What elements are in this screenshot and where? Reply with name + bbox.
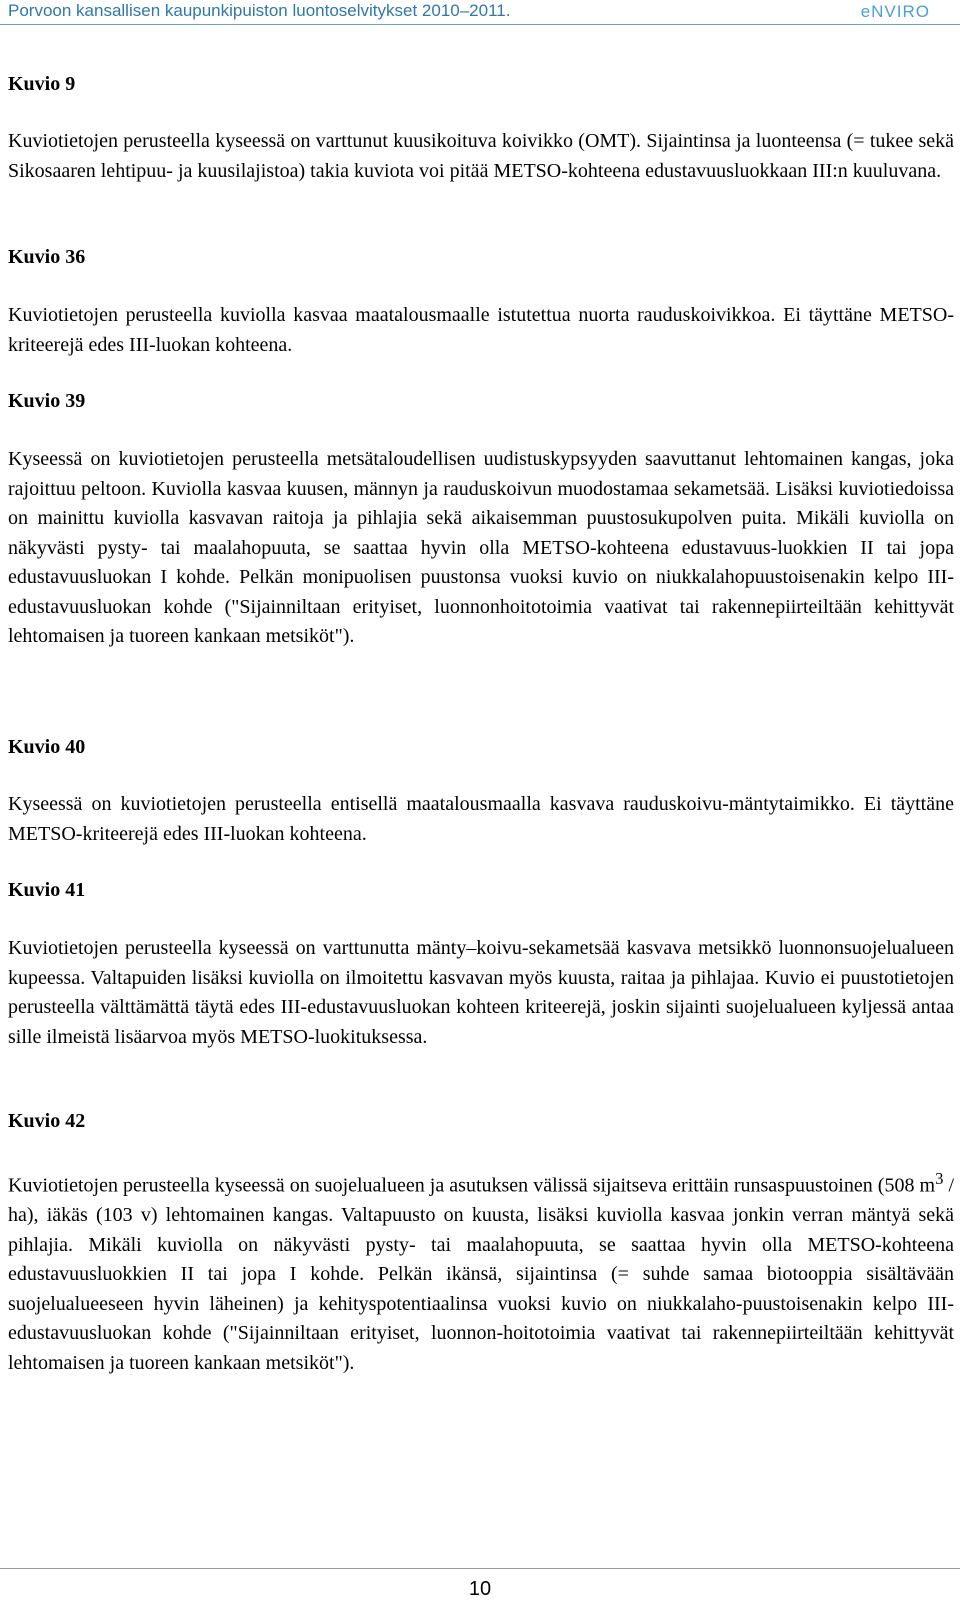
header-title: Porvoon kansallisen kaupunkipuiston luontoselvitykset 2010–2011. [8, 1, 511, 20]
page-number: 10 [468, 1578, 492, 1600]
section-heading-kuvio-41: Kuvio 41 [8, 879, 86, 901]
enviro-logo: eNVIRO [860, 2, 930, 21]
section-heading-kuvio-42: Kuvio 42 [8, 1110, 86, 1132]
text-before-superscript: Kuviotietojen perusteella kyseessä on suojelualueen ja asutuksen välissä sijaitseva erittäin runsaspuustoinen (508 m [8, 1174, 936, 1197]
section-text-kuvio-9: Kuviotietojen perusteella kyseessä on varttunut kuusikoituva koivikko (OMT). Sijaintinsa ja luonteensa (= tukee sekä Sikosaaren lehtipuu- ja kuusilajistoa) takia kuviota voi pitää METSO-kohteena edustavuusluokkaan III:n kuuluvana. [8, 130, 954, 182]
footer-divider [0, 1568, 960, 1569]
section-text-kuvio-40: Kyseessä on kuviotietojen perusteella entisellä maatalousmaalla kasvava rauduskoivu-mäntytaimikko. Ei täyttäne METSO-kriteerejä edes III-luokan kohteena. [8, 793, 954, 845]
section-text-kuvio-41: Kuviotietojen perusteella kyseessä on varttunutta mänty–koivu-sekametsää kasvava metsikkö luonnonsuojelualueen kupeessa. Valtapuiden lisäksi kuviolla on ilmoitettu kasvavan myös kuusta, raitaa ja pihlajaa. Kuvio ei puustotietojen perusteella välttämättä täytä edes III-edustavuusluokan kohteen kriteerejä, joskin sijainti suojelualueen kyljessä antaa sille ilmeistä lisäarvoa myös METSO-luokituksessa. [8, 937, 954, 1048]
superscript-3: 3 [935, 1169, 944, 1188]
header-divider [0, 24, 960, 25]
page-header [0, 0, 960, 28]
section-heading-kuvio-39: Kuvio 39 [8, 390, 86, 412]
section-heading-kuvio-9: Kuvio 9 [8, 73, 76, 95]
text-after-superscript: / ha), iäkäs (103 v) lehtomainen kangas. Valtapuusto on kuusta, lisäksi kuviolla kasvaa jonkin verran mäntyä sekä pihlajia. Mikäli kuviolla on näkyvästi pysty- tai maalahopuuta, se saattaa hyvin olla METSO-kohteena edustavuusluokkien II tai jopa I kohde. Pelkän ikänsä, sijaintinsa (= suhde samaa biotooppia sisältävään suojelualueeseen hyvin läheinen) ja kehityspotentiaalinsa vuoksi kuvio on niukkalaho-puustoisenakin kelpo III-edustavuusluokan kohde ("Sijainniltaan erityiset, luonnon-hoitotoimia vaativat tai rakennepiirteiltään kehittyvät lehtomaisen ja tuoreen kankaan metsiköt"). [8, 1174, 954, 1374]
section-text-kuvio-36: Kuviotietojen perusteella kuviolla kasvaa maatalousmaalle istutettua nuorta rauduskoivikkoa. Ei täyttäne METSO-kriteerejä edes III-luokan kohteena. [8, 304, 954, 356]
section-heading-kuvio-40: Kuvio 40 [8, 736, 86, 758]
section-text-kuvio-39: Kyseessä on kuviotietojen perusteella metsätaloudellisen uudistuskypsyyden saavuttanut lehtomainen kangas, joka rajoittuu peltoon. Kuviolla kasvaa kuusen, männyn ja rauduskoivun muodostamaa sekametsää. Lisäksi kuviotiedoissa on mainittu kuviolla kasvavan raitoja ja pihlajia sekä aikaisemman puustosukupolven puita. Mikäli kuviolla on näkyvästi pysty- tai maalahopuuta, se saattaa hyvin olla METSO-kohteena edustavuus-luokkien II tai jopa edustavuusluokan I kohde. Pelkän monipuolisen puustonsa vuoksi kuvio on niukkalahopuustoisenakin kelpo III-edustavuusluokan kohde ("Sijainniltaan erityiset, luonnonhoitotoimia vaativat tai rakennepiirteiltään kehittyvät lehtomaisen ja tuoreen kankaan metsiköt"). [8, 448, 954, 647]
section-heading-kuvio-36: Kuvio 36 [8, 246, 86, 268]
section-text-kuvio-42 [8, 1164, 954, 1378]
